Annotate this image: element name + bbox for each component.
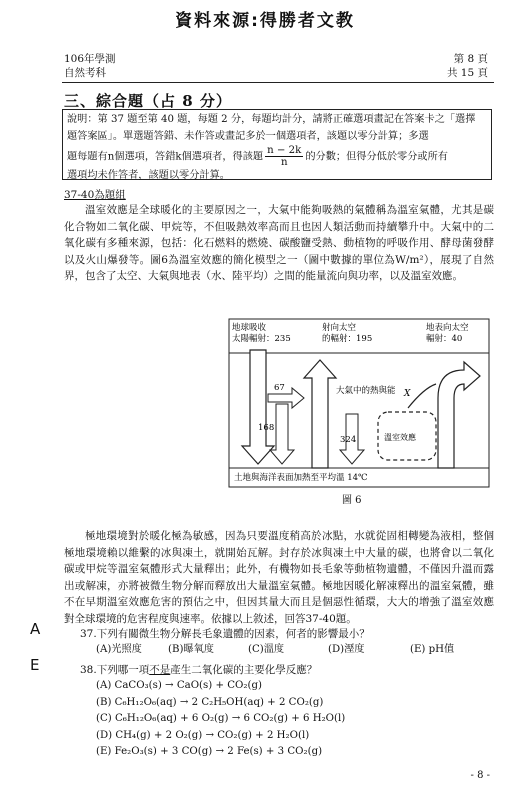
label-heat: 大氣中的熱與能 [336,386,396,396]
question-37-options [96,642,496,659]
header-left [64,52,116,80]
q37-option-b[interactable]: (B)曝氧度 [168,644,214,655]
label-space-1: 射向太空 [322,323,357,333]
instructions-box [62,109,492,180]
label-absorb-1: 地球吸收 [232,323,267,333]
q38-option-a[interactable]: (A) CaCO₃(s) → CaO(s) + CO₂(g) [96,680,262,691]
q38-option-e[interactable]: (E) Fe₂O₃(s) + 3 CO(g) → 2 Fe(s) + 3 CO₂(g) [96,746,323,757]
label-surface-2: 輻射：40 [426,334,463,344]
question-38 [80,662,317,678]
greenhouse-figure [228,318,490,488]
passage-paragraph-1: 溫室效應是全球暖化的主要原因之一，大氣中能夠吸熱的氣體稱為溫室氣體，尤其是碳化合物如二氧化碳、甲烷等，不但吸熱效率高而且也因人類活動而持續攀升中。大氣中的二氧化碳有多種來源，包括：化石燃料的燃燒、碳酸鹽受熱、動植物的呼吸作用、酵母菌發酵以及火山爆發等。圖6為溫室效應的簡化模型之一（圖中數據的單位為W/m²），展現了自然界，包含了太空、大氣與地表（水、陸平均）之間的能量流向與功率，以及溫室效應。 [64,204,494,282]
q38-text-not: 不是 [149,664,171,676]
x-arrow [408,384,436,408]
header-right [447,52,488,80]
figure-caption: 圖 6 [342,495,362,506]
q38-option-d[interactable]: (D) CH₄(g) + 2 O₂(g) → CO₂(g) + 2 H₂O(l) [96,729,310,741]
total-pages: 共 15 頁 [446,67,488,79]
outgoing-radiation-arrow [304,360,336,468]
answer-mark-38: E [30,656,40,674]
note-line-4: 選項均未作答者，該題以零分計算。 [67,170,230,181]
question-38-options [96,678,345,761]
note-line-3b: 的分數；但得分低於零分或所有 [305,151,448,163]
score-fraction [265,145,303,168]
q37-option-c[interactable]: (C)溫度 [248,644,285,655]
passage-paragraph-2: 極地環境對於暖化極為敏感，因為只要溫度稍高於冰點，水就從固相轉變為液相，整個極地環境賴以維繫的冰與凍土，就開始瓦解。封存於冰與凍土中大量的碳，也將會以二氧化碳或甲烷等溫室氣體形式大量釋出；此外，有機物如長毛象等動植物遺體，不僅因升溫而露出或解凍，亦將被微生物分解而釋放出大量溫室氣體。極地因暖化解凍釋出的溫室氣體，雖不在早期溫室效應危害的預估之中，但因其量大而且是個惡性循環，大大的增強了溫室效應對全球環境的危害程度與速率。依據以上敘述，回答37-40題。 [64,530,494,625]
label-168: 168 [258,423,275,433]
label-bottom: 土地與海洋表面加熱至平均溫 14℃ [234,473,368,483]
label-324: 324 [340,435,357,445]
fraction-denominator: n [280,157,288,168]
label-x: X [404,389,411,399]
subject-name: 自然考科 [64,67,106,79]
note-line-3 [67,145,487,168]
answer-mark-37: A [30,620,41,638]
q38-text-b: 產生二氧化碳的主要化學反應？ [170,664,318,676]
incoming-solar-arrow [242,350,274,464]
q38-option-c[interactable]: (C) C₆H₁₂O₆(aq) + 6 O₂(g) → 6 CO₂(g) + 6 H₂O(l) [96,713,346,724]
label-surface-1: 地表向太空 [426,323,469,333]
q38-text-a: 38.下列哪一項 [80,664,150,676]
surface-radiation-arrow [438,362,480,468]
q38-option-b[interactable]: (B) C₆H₁₂O₆(aq) → 2 C₂H₅OH(aq) + 2 CO₂(g) [96,696,324,708]
question-37: 37.下列有關微生物分解長毛象遺體的因素，何者的影響最小？ [80,628,370,640]
q37-option-d[interactable]: (D)溼度 [328,644,365,655]
exam-name: 106年學測 [64,53,116,65]
section-title: 三、綜合題（占 8 分） [64,92,232,110]
page-label: 第 8 頁 [453,53,488,65]
source-banner: 資料來源:得勝者文教 [175,11,355,31]
label-greenhouse: 溫室效應 [384,433,416,442]
q37-option-e[interactable]: (E) pH值 [410,644,455,655]
fraction-numerator: n − 2k [267,145,302,156]
label-space-2: 的輻射：195 [322,334,373,344]
note-line-3a: 題每題有n個選項，答錯k個選項者，得該題 [67,151,264,163]
label-absorb-2: 太陽輻射：235 [232,334,291,344]
note-line-1: 說明：第 37 題至第 40 題，每題 2 分，每題均計分，請將正確選項畫記在答案卡之「選擇 [67,114,476,125]
question-group-label: 37-40為題組 [64,189,126,201]
note-line-2: 題答案區」。單選題答錯、未作答或畫記多於一個選項者，該題以零分計算；多選 [67,130,429,142]
page-number: - 8 - [470,770,490,781]
q37-option-a[interactable]: (A)光照度 [96,644,142,655]
downward-168-arrow [270,404,294,464]
header-divider [62,82,494,83]
label-67: 67 [274,383,285,393]
